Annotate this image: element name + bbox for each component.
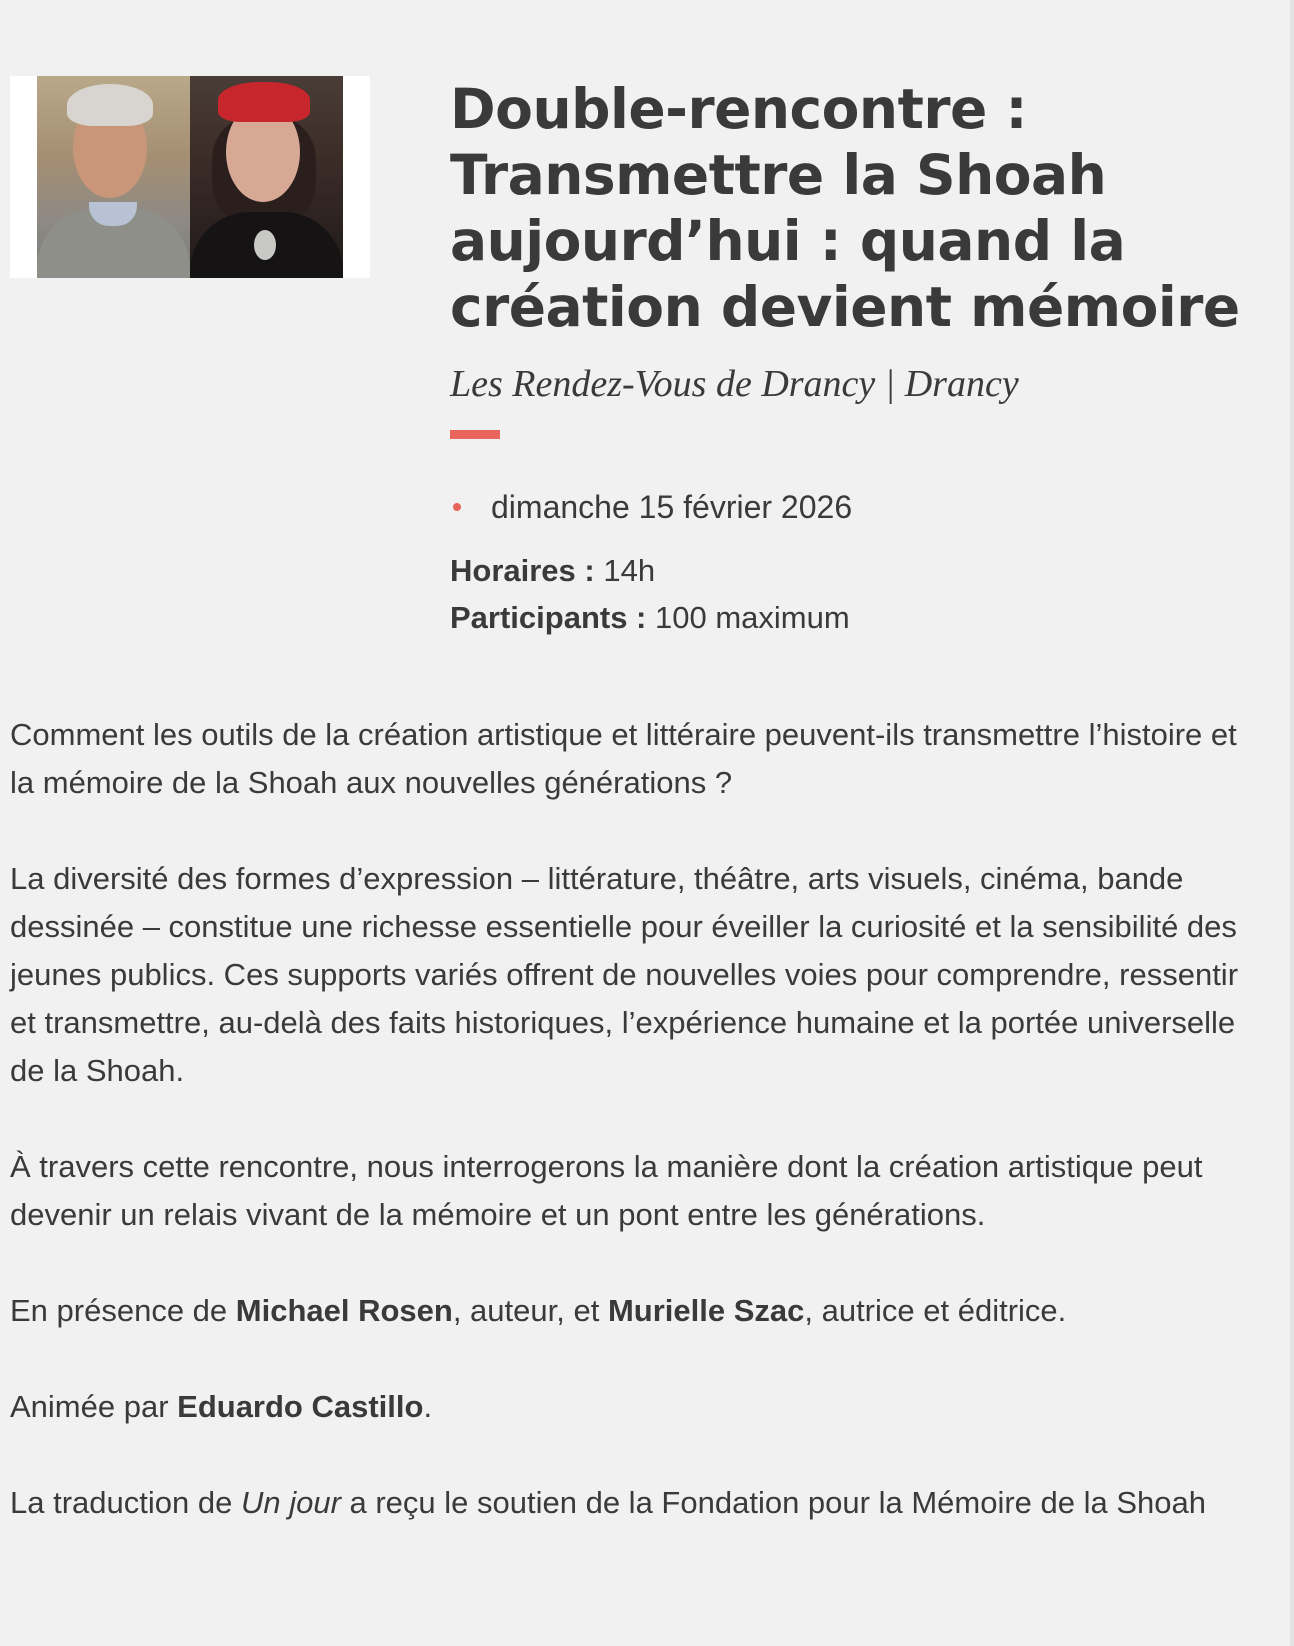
scrollbar-track[interactable]	[1290, 0, 1294, 1646]
speaker-name: Michael Rosen	[235, 1293, 453, 1328]
portrait-1-hair	[67, 84, 153, 126]
portrait-speaker-1	[37, 76, 190, 278]
portrait-speaker-2	[190, 76, 343, 278]
moderator-suffix: .	[423, 1389, 433, 1424]
event-title: Double-rencontre : Transmettre la Shoah aujourd’hui : quand la création devient mémoire	[450, 77, 1240, 339]
portrait-2-headscarf	[218, 82, 310, 122]
event-header	[450, 76, 1270, 641]
bullet-icon	[453, 503, 461, 511]
moderator-name: Eduardo Castillo	[177, 1389, 424, 1424]
moderator-paragraph	[10, 1383, 1264, 1431]
event-description	[10, 711, 1264, 1575]
event-date-item	[450, 487, 1270, 527]
participants-label: Participants :	[450, 600, 647, 635]
accent-divider	[450, 430, 500, 439]
event-photo	[10, 76, 370, 278]
book-title: Un jour	[240, 1485, 341, 1520]
event-info	[450, 547, 1270, 641]
translation-suffix: a reçu le soutien de la Fondation pour la Mémoire de la Shoah	[340, 1485, 1206, 1520]
speakers-paragraph	[10, 1287, 1264, 1335]
translation-paragraph	[10, 1479, 1264, 1527]
speaker-name: Murielle Szac	[607, 1293, 805, 1328]
portrait-2-pendant	[254, 230, 276, 260]
hours-value: 14h	[603, 553, 656, 588]
event-venue: Les Rendez-Vous de Drancy | Drancy	[450, 363, 1019, 405]
speakers-mid: , auteur, et	[452, 1293, 608, 1328]
description-paragraph: La diversité des formes d’expression – littérature, théâtre, arts visuels, cinéma, bande dessinée – constitue une richesse essentielle pour éveiller la curiosité et la sensibilité des jeunes publics. Ces supports variés offrent de nouvelles voies pour comprendre, ressentir et transmettre, au-delà des faits historiques, l’expérience humaine et la portée universelle de la Shoah.	[10, 861, 1239, 1088]
description-paragraph: À travers cette rencontre, nous interrogerons la manière dont la création artistique peut devenir un relais vivant de la mémoire et un pont entre les générations.	[10, 1149, 1203, 1232]
event-date: dimanche 15 février 2026	[491, 489, 853, 525]
speakers-prefix: En présence de	[10, 1293, 236, 1328]
hours-label: Horaires :	[450, 553, 595, 588]
translation-prefix: La traduction de	[10, 1485, 241, 1520]
speakers-suffix: , autrice et éditrice.	[804, 1293, 1067, 1328]
event-hours	[450, 547, 1270, 594]
description-paragraph: Comment les outils de la création artistique et littéraire peuvent-ils transmettre l’histoire et la mémoire de la Shoah aux nouvelles générations ?	[10, 717, 1237, 800]
event-participants	[450, 594, 1270, 641]
participants-value: 100 maximum	[655, 600, 850, 635]
moderator-prefix: Animée par	[10, 1389, 178, 1424]
